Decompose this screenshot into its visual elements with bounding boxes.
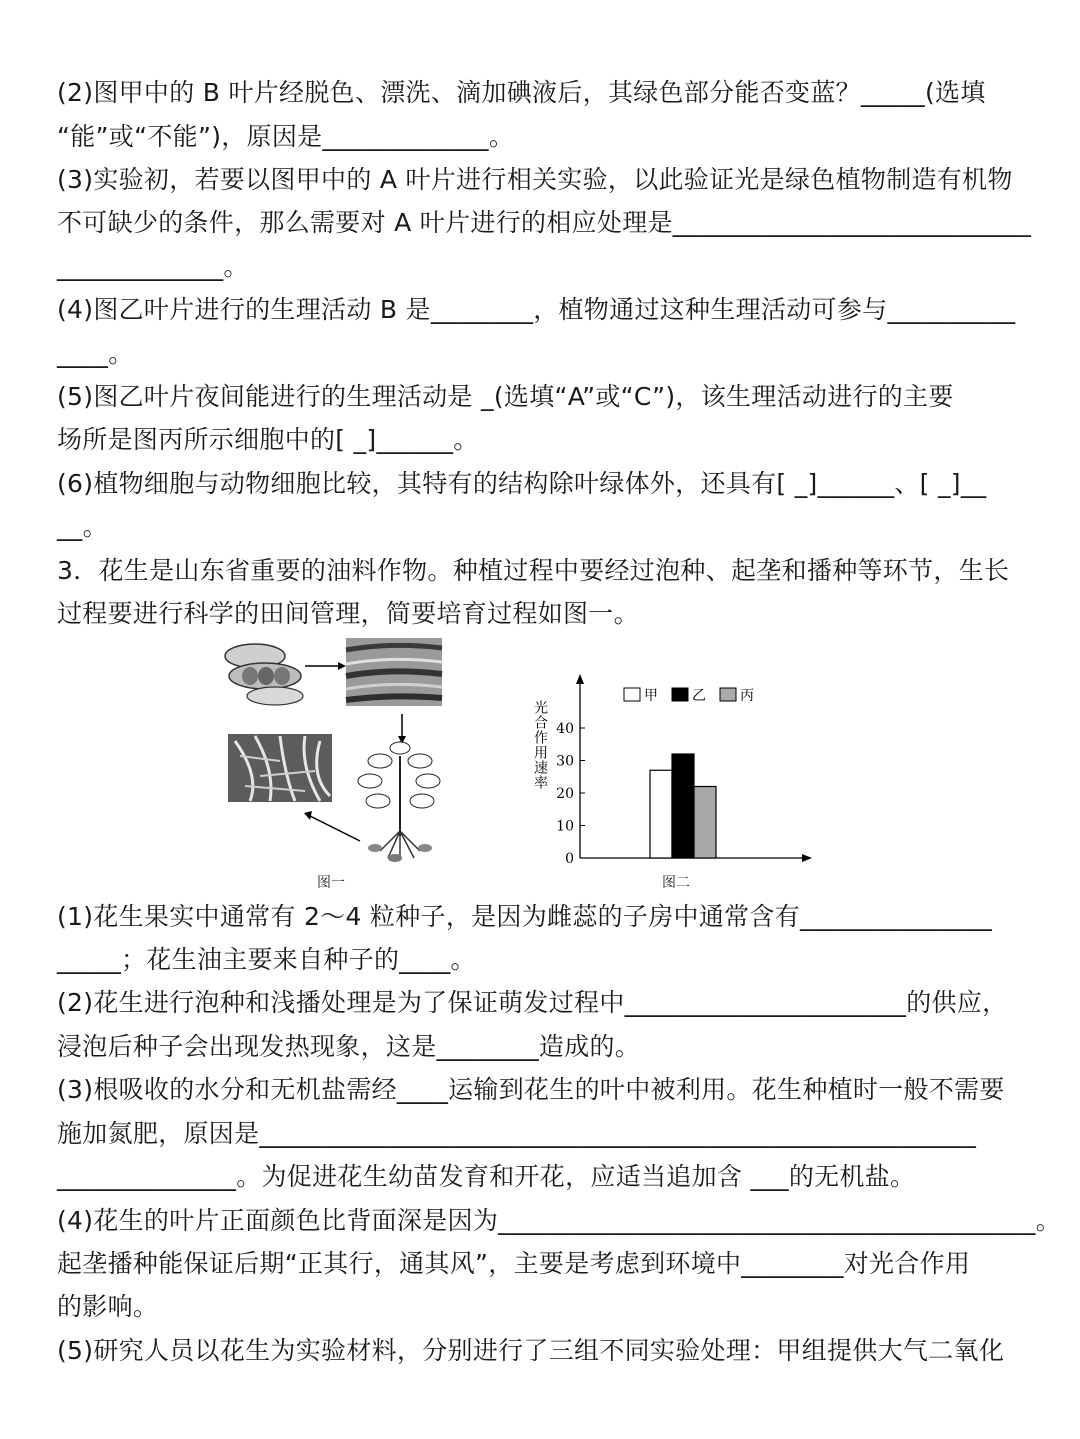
text-line: (6)植物细胞与动物细胞比较，其特有的结构除叶绿体外，还具有[ _]______、[ _]__: [57, 469, 987, 498]
text-line: 施加氮肥，原因是________________________________________________________: [57, 1119, 977, 1148]
bar-1: [650, 770, 672, 858]
text-line: 过程要进行科学的田间管理，简要培育过程如图一。: [57, 599, 639, 628]
text-line: (2)花生进行泡种和浅播处理是为了保证萌发过程中______________________的供应，: [57, 988, 1008, 1017]
text-line: “能”或“不能”)，原因是_____________。: [57, 122, 515, 151]
text-line: (5)研究人员以花生为实验材料，分别进行了三组不同实验处理：甲组提供大气二氧化: [57, 1336, 1005, 1365]
x-axis-arrow: [802, 854, 812, 862]
field-rows-image: [346, 638, 442, 706]
text-line: 的影响。: [57, 1292, 159, 1321]
y-axis-arrow: [576, 674, 584, 684]
peanut-plant-image: [358, 742, 440, 862]
legend-swatch: [624, 688, 640, 701]
text-line: (3)实验初，若要以图甲中的 A 叶片进行相关实验，以此验证光是绿色植物制造有机物: [57, 165, 1013, 194]
y-tick-label: 40: [556, 721, 574, 737]
y-tick-label: 10: [556, 818, 574, 835]
legend-swatch: [720, 688, 736, 701]
figure-2-chart: [530, 670, 820, 870]
legend-swatch: [672, 688, 688, 701]
text-line: (1)花生果实中通常有 2～4 粒种子，是因为雌蕊的子房中通常含有_______________: [57, 902, 993, 931]
figure-1-caption: 图一: [317, 875, 345, 891]
text-line: (4)花生的叶片正面颜色比背面深是因为__________________________________________。: [57, 1206, 1062, 1235]
y-tick-label: 20: [556, 786, 574, 802]
bar-chart: [530, 670, 820, 870]
text-line: _____________。: [57, 252, 249, 281]
legend-label: 甲: [644, 688, 658, 704]
text-line: (3)根吸收的水分和无机盐需经____运输到花生的叶中被利用。花生种植时一般不需要: [57, 1075, 1005, 1104]
text-line: (4)图乙叶片进行的生理活动 B 是________，植物通过这种生理活动可参与__________: [57, 295, 1016, 324]
text-line: (5)图乙叶片夜间能进行的生理活动是 _(选填“A”或“C”)，该生理活动进行的主要: [57, 382, 954, 411]
legend-label: 乙: [692, 688, 706, 704]
text-line: 不可缺少的条件，那么需要对 A 叶片进行的相应处理是____________________________: [57, 208, 1032, 237]
bar-2: [672, 754, 694, 858]
text-line: 3．花生是山东省重要的油料作物。种植过程中要经过泡种、起垄和播种等环节，生长: [57, 556, 1010, 585]
text-line: ____。: [57, 339, 134, 368]
bar-3: [694, 787, 716, 859]
peanut-cycle-illustration: [220, 636, 470, 866]
figure-2-caption: 图二: [662, 875, 690, 891]
y-axis-label: 光合作用速率: [532, 700, 548, 790]
text-line: 场所是图丙所示细胞中的[ _]______。: [57, 425, 479, 454]
y-tick-label: 0: [565, 851, 574, 867]
text-line: 浸泡后种子会出现发热现象，这是________造成的。: [57, 1032, 641, 1061]
peanut-roots-image: [228, 734, 332, 802]
text-line: 起垄播种能保证后期“正其行，通其风”，主要是考虑到环境中________对光合作用: [57, 1249, 971, 1278]
peanut-pods-image: [225, 644, 303, 705]
text-line: (2)图甲中的 B 叶片经脱色、漂洗、滴加碘液后，其绿色部分能否变蓝？_____(选填: [57, 78, 986, 107]
legend-label: 丙: [740, 688, 754, 704]
y-tick-label: 30: [556, 753, 574, 770]
text-line: ______________。为促进花生幼苗发育和开花，应适当追加含 ___的无机盐。: [57, 1162, 916, 1191]
figure-1: [220, 636, 470, 866]
text-line: __。: [57, 512, 108, 541]
text-line: _____；花生油主要来自种子的____。: [57, 945, 476, 974]
